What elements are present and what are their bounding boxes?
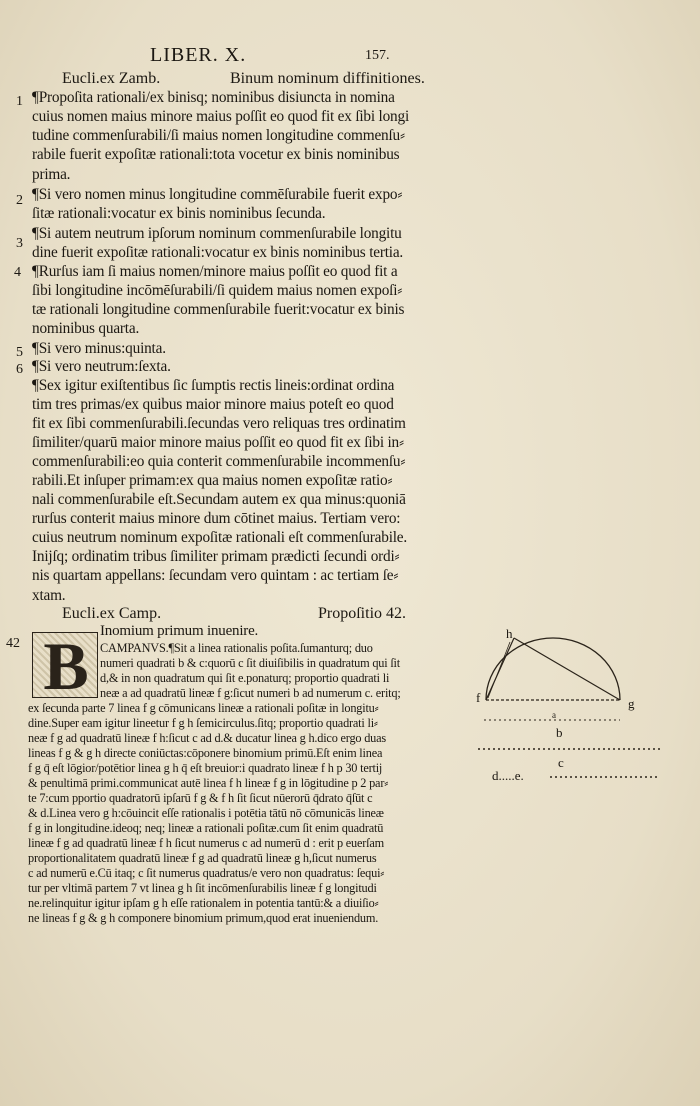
text-line: lineas f g & g h directe coniūctas:cōponere binomium primū.Eſt enim linea xyxy=(28,746,383,760)
margin-number: 1 xyxy=(16,94,23,109)
text-line: ¶Propoſita rationali/ex binisq; nominibus disiuncta in nomina xyxy=(32,89,395,106)
text-line: te 7:cum pportio quadratorū ipſarū f g & f h ſit ſicut nūerorū q̄drato q̄ſūt c xyxy=(28,791,373,805)
label-b: b xyxy=(556,725,563,740)
text-line: rabile fuerit expoſitæ rationali:tota vocetur ex binis nominibus xyxy=(32,146,400,163)
text-line: xtam. xyxy=(32,587,66,604)
label-de: d.....e. xyxy=(492,768,524,783)
text-line: ¶Si vero nomen minus longitudine commēſurabile fuerit expo⸗ xyxy=(32,186,403,203)
text-line: ¶Si vero minus:quinta. xyxy=(32,340,166,357)
text-line: ſitæ rationali:vocatur ex binis nominibus ſecunda. xyxy=(32,205,326,222)
source-heading: Eucli.ex Zamb. xyxy=(62,70,161,87)
label-c: c xyxy=(558,755,564,770)
margin-number: 3 xyxy=(16,236,23,251)
running-header xyxy=(150,44,450,68)
running-title: LIBER. X. xyxy=(150,44,247,66)
text-line: CAMPANVS.¶Sit a linea rationalis poſita.ſumanturq; duo xyxy=(100,641,373,655)
text-line: ¶Sex igitur exiſtentibus ſic ſumptis rectis lineis:ordinat ordina xyxy=(32,377,395,394)
label-f: f xyxy=(476,690,481,705)
text-line: prima. xyxy=(32,166,71,183)
decorated-initial xyxy=(32,628,98,704)
text-line: d,& in non quadratum qui ſit e.ponaturq; proportio quadrati li xyxy=(100,671,390,685)
text-line: cuius neutrum nominum expoſitæ rationali eſt commenſurabile. xyxy=(32,529,408,546)
text-line: ¶Si vero neutrum:ſexta. xyxy=(32,358,171,375)
text-line: commenſurabili:eo quia conterit commenſurabile incommenſu⸗ xyxy=(32,453,406,470)
text-line: Inijſq; ordinatim tribus ſimiliter primam prædicti ſecundi ordi⸗ xyxy=(32,548,400,565)
label-g: g xyxy=(628,696,635,711)
text-line: tæ rationali longitudine commenſurabile fuerit:vocatur ex binis xyxy=(32,301,405,318)
text-line: nis quartam appellans: ſecundam vero quintam : ac tertiam ſe⸗ xyxy=(32,567,399,584)
text-line: f g q̄ eſt lōgior/potētior linea g h q̄ eſt breuior:i quadrato lineæ f h p 30 tertij xyxy=(28,761,383,775)
source-heading: Eucli.ex Camp. xyxy=(62,605,162,622)
margin-number: 6 xyxy=(16,362,23,377)
semicircle-diagram xyxy=(470,620,670,790)
line-fh xyxy=(486,638,514,700)
text-line: & penultimā primi.communicat autē linea f h lineæ f g in lōgitudine p 2 par⸗ xyxy=(28,776,389,790)
folio-number: 157. xyxy=(365,48,390,63)
text-line: & d.Linea vero g h:cōuincit eſſe rationalis i potētia tātū nō cōmunicās lineæ xyxy=(28,806,384,820)
text-line: dine fuerit expoſitæ rationali:vocatur ex binis nominibus tertia. xyxy=(32,244,404,261)
initial-letter: B xyxy=(43,628,89,704)
text-line: tudine commenſurabili/ſi maius nomen longitudine commenſu⸗ xyxy=(32,127,405,144)
text-line: ſimiliter/quarū maior minore maius poſſit eo quod fit ex ſibi in⸗ xyxy=(32,434,404,451)
text-line: ne lineas f g & g h componere binomium primum,quod erat inueniendum. xyxy=(28,911,379,925)
text-line: cuius nomen maius minore maius poſſit eo quod fit ex ſibi longi xyxy=(32,108,410,125)
margin-number: 42 xyxy=(6,636,20,651)
text-line: f g in longitudine.ideoq; neq; lineæ a rationali poſitæ.cum ſit enim quadratū xyxy=(28,821,384,835)
text-line: ex ſecunda parte 7 linea f g cōmunicans lineæ a rationali poſitæ in longitu⸗ xyxy=(28,701,379,715)
semicircle-arc xyxy=(486,638,620,700)
proposition-title: Propoſitio 42. xyxy=(318,605,407,622)
text-line: numeri quadrati b & c:quorū c ſit diuiſibilis in quadratum qui ſit xyxy=(100,656,400,670)
text-line: rabili.Et inſuper primam:ex qua maius nomen expoſitæ ratio⸗ xyxy=(32,472,393,489)
text-line: nali commenſurabile eſt.Secundam autem ex qua minus:quoniā xyxy=(32,491,406,508)
text-line: c ad numerū e.Cū itaq; c ſit numerus quadratus/e vero non quadratus: ſequi⸗ xyxy=(28,866,385,880)
text-line: lineæ f g ad quadratū lineæ f h ſicut numerus c ad numerū d : erit p euerſam xyxy=(28,836,384,850)
text-line: ¶Si autem neutrum ipſorum nominum commenſurabile longitu xyxy=(32,225,402,242)
proposition-heading: Inomium primum inuenire. xyxy=(100,623,259,639)
text-line: rurſus conterit maius minore dum cōtinet maius. Tertiam vero: xyxy=(32,510,401,527)
text-line: tim tres primas/ex quibus maior minore maius poteſt eo quod xyxy=(32,396,394,413)
margin-number: 4 xyxy=(14,265,21,280)
margin-number: 2 xyxy=(16,193,23,208)
margin-number: 5 xyxy=(16,345,23,360)
text-line: neæ f g ad quadratū lineæ f h:ſicut c ad d.& ducatur linea g h.dico ergo duas xyxy=(28,731,386,745)
inner-line xyxy=(488,642,510,698)
text-line: neæ a ad quadratū lineæ f g:ſicut numeri b ad numerum c. eritq; xyxy=(100,686,401,700)
text-line: ne.relinquitur igitur ipſam g h eſſe rationalem in potentia tantū:& a diuiſio⸗ xyxy=(28,896,379,910)
text-line: tur per vltimā partem 7 vt linea g h ſit incōmenſurabilis lineæ f g longitudi xyxy=(28,881,377,895)
text-line: ſibi longitudine incōmēſurabili/ſi quidem maius nomen expoſi⸗ xyxy=(32,282,403,299)
text-line: fit ex ſibi commenſurabili.ſecundas vero reliquas tres ordinatim xyxy=(32,415,406,432)
label-a: a xyxy=(552,710,556,720)
label-h: h xyxy=(506,626,513,641)
text-line: nominibus quarta. xyxy=(32,320,140,337)
text-line: ¶Rurſus iam ſi maius nomen/minore maius poſſit eo quod fit a xyxy=(32,263,398,280)
text-line: proportionalitatem quadratū lineæ f g ad quadratū lineæ g h,ſicut numerus xyxy=(28,851,377,865)
section-title: Binum nominum diffinitiones. xyxy=(230,70,425,87)
line-gh xyxy=(514,638,620,700)
text-line: dine.Super eam igitur lineetur f g h ſemicirculus.ſitq; proportio quadrati li⸗ xyxy=(28,716,378,730)
